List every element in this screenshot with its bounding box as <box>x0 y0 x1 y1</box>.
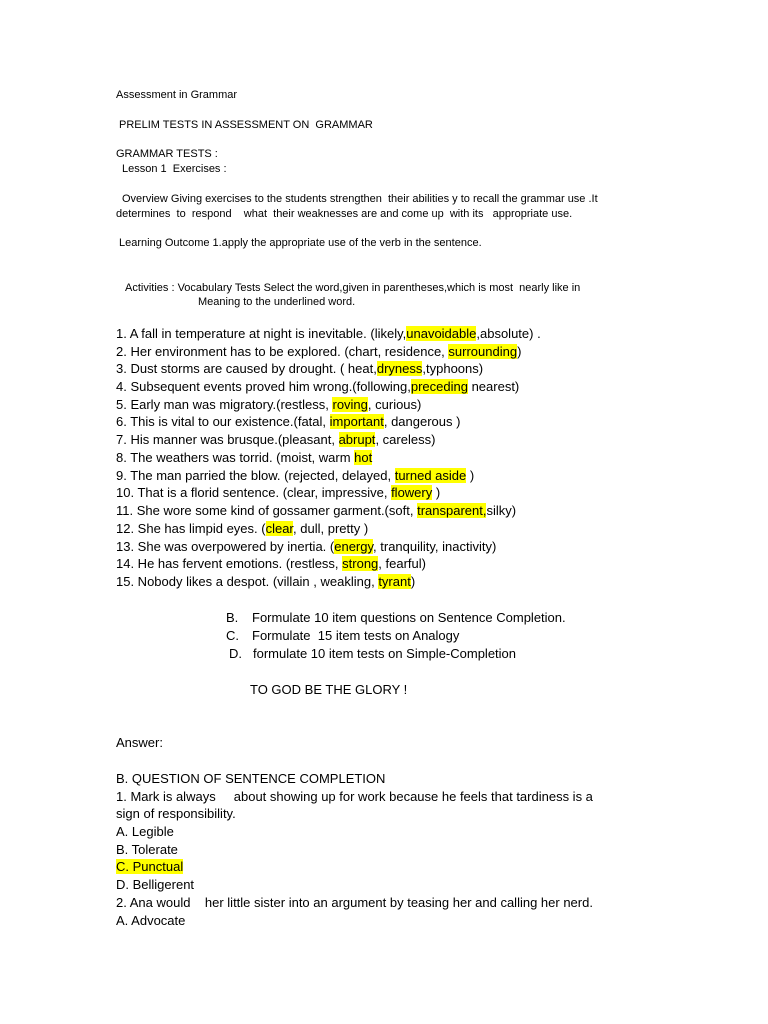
option-item: A. Legible <box>116 824 174 839</box>
vocab-item <box>116 326 541 341</box>
option-item: A. Advocate <box>116 913 186 928</box>
option-item: D. Belligerent <box>116 877 195 892</box>
vocab-answer-highlight: strong <box>342 556 379 571</box>
vocab-item-text: 11. She wore some kind of gossamer garment.(soft, <box>116 503 418 518</box>
vocab-item <box>116 521 368 536</box>
vocab-item-text: , dull, pretty ) <box>293 521 369 536</box>
vocab-item-text: 8. The weathers was torrid. (moist, warm <box>116 450 355 465</box>
task-letter: C. <box>226 628 239 643</box>
vocab-item <box>116 485 440 500</box>
vocab-answer-highlight: transparent, <box>417 503 487 518</box>
vocab-answer-highlight: dryness <box>376 361 423 376</box>
vocab-answer-highlight: energy <box>334 539 374 554</box>
question-1-line-2: sign of responsibility. <box>116 806 236 821</box>
vocab-item-text: 1. A fall in temperature at night is inevitable. (likely, <box>116 326 407 341</box>
vocab-item <box>116 450 372 465</box>
vocab-item <box>116 397 421 412</box>
task-letter: B. <box>226 610 239 625</box>
vocab-item-text: 2. Her environment has to be explored. (chart, residence, <box>116 344 449 359</box>
question-1-line-1: 1. Mark is always about showing up for work because he feels that tardiness is a <box>116 789 593 804</box>
vocab-answer-highlight: tyrant <box>378 574 411 589</box>
activities-line-2: Meaning to the underlined word. <box>198 296 356 308</box>
vocab-answer-highlight: surrounding <box>448 344 518 359</box>
vocab-item-text: , fearful) <box>378 556 426 571</box>
vocab-item-text: ) <box>432 485 441 500</box>
vocab-item-text: 13. She was overpowered by inertia. ( <box>116 539 335 554</box>
task-text: formulate 10 item tests on Simple-Completion <box>253 646 517 661</box>
vocab-item-text: 3. Dust storms are caused by drought. ( heat, <box>116 361 377 376</box>
correct-answer-highlight: C. Punctual <box>116 859 184 874</box>
prelim-title: PRELIM TESTS IN ASSESSMENT ON GRAMMAR <box>119 119 373 131</box>
vocab-item <box>116 539 496 554</box>
vocab-item-text: silky) <box>486 503 517 518</box>
option-item-correct <box>116 859 183 874</box>
vocab-answer-highlight: abrupt <box>338 432 376 447</box>
vocab-item <box>116 556 426 571</box>
vocab-answer-highlight: clear <box>265 521 294 536</box>
vocab-item <box>116 432 435 447</box>
vocab-item-text: ,absolute) . <box>476 326 541 341</box>
task-letter: D. <box>229 646 242 661</box>
vocab-item-text: 5. Early man was migratory.(restless, <box>116 397 333 412</box>
document-title: Assessment in Grammar <box>116 89 238 101</box>
question-2-line-1: 2. Ana would her little sister into an argument by teasing her and calling her nerd. <box>116 895 593 910</box>
vocab-item <box>116 379 519 394</box>
lesson-heading: Lesson 1 Exercises : <box>122 163 227 175</box>
answer-label: Answer: <box>116 735 163 750</box>
vocab-item-text: ) <box>517 344 522 359</box>
vocab-item <box>116 414 460 429</box>
vocab-answer-highlight: hot <box>354 450 373 465</box>
task-text: Formulate 15 item tests on Analogy <box>252 628 460 643</box>
vocab-item-text: 6. This is vital to our existence.(fatal, <box>116 414 330 429</box>
vocab-item-text: , curious) <box>367 397 422 412</box>
vocab-item-text: 14. He has fervent emotions. (restless, <box>116 556 343 571</box>
vocab-item-text: 12. She has limpid eyes. ( <box>116 521 266 536</box>
learning-outcome: Learning Outcome 1.apply the appropriate use of the verb in the sentence. <box>119 237 482 249</box>
vocab-item-text: , careless) <box>375 432 436 447</box>
closing-line: TO GOD BE THE GLORY ! <box>250 682 408 697</box>
option-item: B. Tolerate <box>116 842 178 857</box>
vocab-item-text: , tranquility, inactivity) <box>373 539 497 554</box>
vocab-item-text: ) <box>466 468 475 483</box>
vocab-item <box>116 361 483 376</box>
vocab-item-text: 10. That is a florid sentence. (clear, impressive, <box>116 485 392 500</box>
overview-line-2: determines to respond what their weaknesses are and come up with its appropriate use. <box>116 208 573 220</box>
vocab-answer-highlight: flowery <box>391 485 433 500</box>
vocab-item-text: 7. His manner was brusque.(pleasant, <box>116 432 339 447</box>
vocab-item-text: ) <box>410 574 416 589</box>
task-text: Formulate 10 item questions on Sentence Completion. <box>252 610 566 625</box>
vocab-answer-highlight: turned aside <box>394 468 467 483</box>
vocab-item-text: 4. Subsequent events proved him wrong.(following, <box>116 379 411 394</box>
vocab-item-text: nearest) <box>467 379 520 394</box>
activities-line-1: Activities : Vocabulary Tests Select the word,given in parentheses,which is most nearly like in <box>125 282 581 294</box>
vocab-item <box>116 503 516 518</box>
vocab-answer-highlight: preceding <box>410 379 468 394</box>
vocab-item-text: 9. The man parried the blow. (rejected, delayed, <box>116 468 395 483</box>
vocab-item <box>116 344 521 359</box>
vocab-answer-highlight: unavoidable <box>406 326 477 341</box>
vocab-item-text: ,typhoons) <box>422 361 484 376</box>
vocab-answer-highlight: important <box>329 414 384 429</box>
vocab-item <box>116 574 415 589</box>
vocab-item-text: , dangerous ) <box>383 414 461 429</box>
grammar-tests-heading: GRAMMAR TESTS : <box>116 148 218 160</box>
vocab-answer-highlight: roving <box>332 397 368 412</box>
vocab-item-text: 15. Nobody likes a despot. (villain , weakling, <box>116 574 379 589</box>
answer-section-heading: B. QUESTION OF SENTENCE COMPLETION <box>116 771 386 786</box>
vocab-item <box>116 468 474 483</box>
overview-line-1: Overview Giving exercises to the students strengthen their abilities y to recall the grammar use .It <box>122 193 598 205</box>
